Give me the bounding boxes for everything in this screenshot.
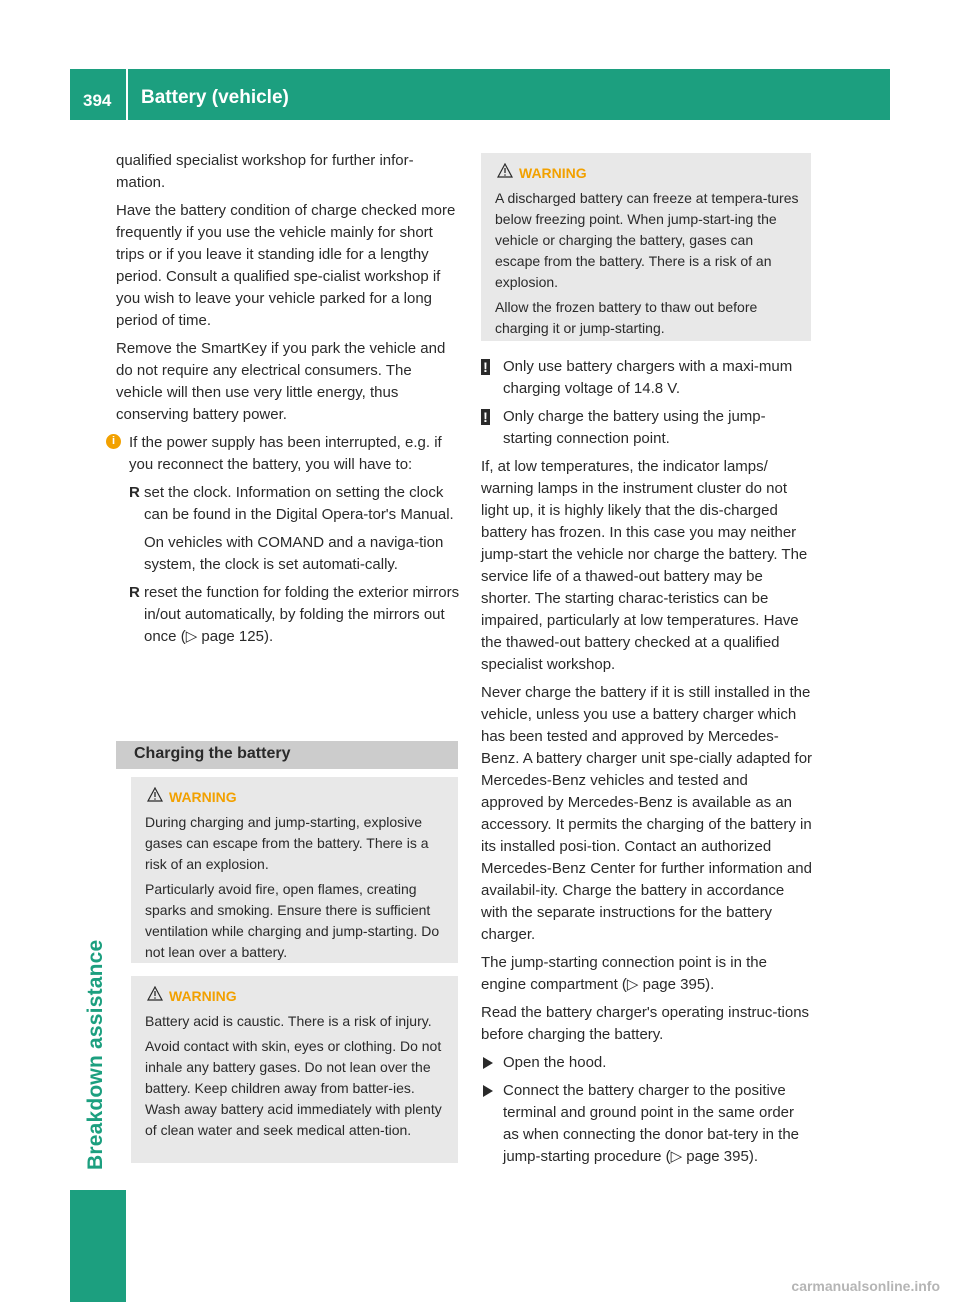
- step-arrow-icon: [483, 1085, 493, 1097]
- side-tab-marker: [70, 1190, 126, 1302]
- warning-label: WARNING: [169, 789, 237, 805]
- caution-item: [481, 406, 813, 450]
- step-text: Open the hood.: [503, 1054, 607, 1071]
- warning-text: Avoid contact with skin, eyes or clothing. Do not inhale any battery gases. Do not lean over the battery. Keep children away from batter-ies. Wash away battery acid immediately with plenty of clean water and seek medical atten-tion.: [145, 1038, 442, 1138]
- step-arrow-icon: [483, 1057, 493, 1069]
- step-text: Connect the battery charger to the positive terminal and ground point in the same order as when connecting the donor bat-tery in the jump-starting procedure (▷ page 395).: [503, 1082, 800, 1165]
- page-number: 394: [83, 91, 112, 110]
- list-item-text: reset the function for folding the exterior mirrors in/out automatically, by folding the mirrors out once (▷ page 125).: [144, 584, 460, 645]
- exclamation-icon: !: [481, 409, 490, 425]
- warning-text: During charging and jump-starting, explosive gases can escape from the battery. There is a risk of an explosion.: [145, 814, 429, 872]
- caution-text: Only charge the battery using the jump-starting connection point.: [503, 408, 766, 447]
- warning-header: [145, 986, 448, 1007]
- section-heading-text: Charging the battery: [134, 745, 291, 762]
- warning-header: [495, 163, 801, 184]
- paragraph: Have the battery condition of charge checked more frequently if you use the vehicle mainly for short trips or if you leave it standing idle for a lengthy period. Consult a qualified spe-cialist workshop if you wish to leave your vehicle parked for a long period of time.: [116, 202, 456, 329]
- section-heading: [116, 741, 458, 769]
- list-item-text: set the clock. Information on setting the clock can be found in the Digital Opera-tor's Manual.: [144, 484, 454, 523]
- paragraph: If, at low temperatures, the indicator lamps/ warning lamps in the instrument cluster do not light up, it is highly likely that the dis-charged battery has frozen. In this case you may neither jump-start the vehicle nor charge the battery. The service life of a thawed-out battery may be shorter. The starting charac-teristics can be impaired, particularly at low temperatures. Have the thawed-out battery checked at a qualified specialist workshop.: [481, 458, 808, 673]
- list-item-subparagraph: On vehicles with COMAND and a naviga-tion system, the clock is set automati-cally.: [144, 534, 444, 573]
- caution-text: Only use battery chargers with a maxi-mum charging voltage of 14.8 V.: [503, 358, 793, 397]
- title-tab: [128, 69, 890, 120]
- warning-box: [481, 153, 811, 341]
- caution-item: [481, 356, 813, 400]
- paragraph: Remove the SmartKey if you park the vehicle and do not require any electrical consumers. The vehicle will then use very little energy, thus conserving battery power.: [116, 340, 446, 423]
- warning-box: [131, 976, 458, 1163]
- warning-label: WARNING: [519, 165, 587, 181]
- info-note-text: If the power supply has been interrupted, e.g. if you reconnect the battery, you will have to:: [129, 434, 442, 473]
- warning-label: WARNING: [169, 988, 237, 1004]
- paragraph: The jump-starting connection point is in the engine compartment (▷ page 395).: [481, 954, 767, 993]
- warning-triangle-icon: [497, 163, 513, 178]
- paragraph: qualified specialist workshop for further infor-mation.: [116, 152, 414, 191]
- page-number-tab: [70, 69, 126, 120]
- info-note: [111, 432, 460, 476]
- exclamation-icon: !: [481, 359, 490, 375]
- warning-text: A discharged battery can freeze at tempera-tures below freezing point. When jump-start-ing the vehicle or charging the battery, gases can escape from the battery. There is a risk of an explosion.: [495, 190, 799, 290]
- list-item: [116, 582, 460, 648]
- page-header: [70, 69, 890, 120]
- bullet-marker-icon: R: [129, 584, 140, 601]
- paragraph: Read the battery charger's operating instruc-tions before charging the battery.: [481, 1004, 810, 1043]
- warning-header: [145, 787, 448, 808]
- warning-text: Particularly avoid fire, open flames, creating sparks and smoking. Ensure there is sufficient ventilation while charging and jump-starting. Do not lean over a battery.: [145, 881, 440, 960]
- left-column: [111, 150, 460, 654]
- side-label-text: Breakdown assistance: [84, 939, 107, 1170]
- warning-text: Battery acid is caustic. There is a risk of injury.: [145, 1013, 432, 1029]
- watermark: carmanualsonline.info: [791, 1278, 940, 1294]
- warning-triangle-icon: [147, 986, 163, 1001]
- warning-box: [131, 777, 458, 963]
- step-item: [481, 1080, 813, 1168]
- step-item: [481, 1052, 813, 1074]
- page-title: Battery (vehicle): [141, 87, 289, 108]
- paragraph: Never charge the battery if it is still installed in the vehicle, unless you use a battery charger which has been tested and approved by Mercedes-Benz. A battery charger unit spe-cially adapted for Mercedes-Benz vehicles and tested and approved by Mercedes-Benz is available as an accessory. It permits the charging of the battery in its installed posi-tion. Contact an authorized Mercedes-Benz Center for further information and availabil-ity. Charge the battery in accordance with the separate instructions for the battery charger.: [481, 684, 813, 943]
- right-column: [481, 356, 813, 1174]
- warning-text: Allow the frozen battery to thaw out before charging it or jump-starting.: [495, 299, 758, 336]
- bullet-marker-icon: R: [129, 484, 140, 501]
- info-icon: i: [106, 434, 121, 449]
- list-item: [116, 482, 460, 526]
- warning-triangle-icon: [147, 787, 163, 802]
